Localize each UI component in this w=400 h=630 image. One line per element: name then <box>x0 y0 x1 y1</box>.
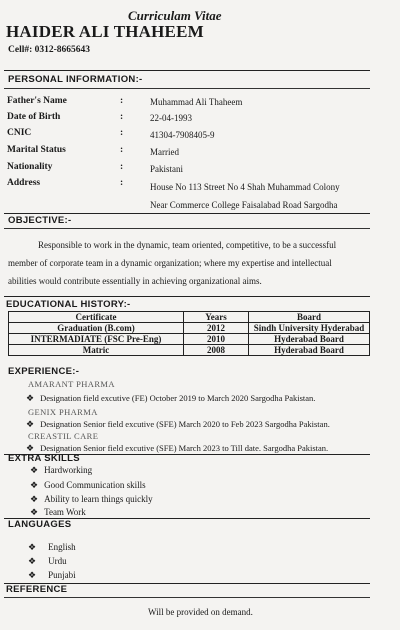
table-cell: Hyderabad Board <box>249 334 370 345</box>
divider <box>4 70 370 71</box>
section-heading-reference: REFERENCE <box>6 584 68 595</box>
value-marital-status: Married <box>150 147 179 157</box>
table-row <box>9 334 370 345</box>
skill-item: ❖ Good Communication skills <box>30 480 146 490</box>
colon: : <box>120 96 124 106</box>
diamond-bullet-icon: ❖ <box>28 556 37 566</box>
value-address-line2: Near Commerce College Faisalabad Road Sargodha <box>150 200 338 210</box>
company-name: CREASTIL CARE <box>28 431 99 441</box>
divider <box>4 88 370 89</box>
candidate-name: HAIDER ALI THAHEEM <box>6 22 204 41</box>
label-date-of-birth: Date of Birth <box>7 112 61 122</box>
colon: : <box>120 112 124 122</box>
diamond-bullet-icon: ❖ <box>28 570 37 580</box>
diamond-bullet-icon: ❖ <box>28 542 37 552</box>
table-cell: Matric <box>9 345 184 356</box>
reference-text: Will be provided on demand. <box>148 607 253 617</box>
column-header: Years <box>184 312 249 323</box>
label-fathers-name: Father's Name <box>7 96 67 106</box>
colon: : <box>120 162 124 172</box>
table-cell: Hyderabad Board <box>249 345 370 356</box>
education-table <box>8 311 370 356</box>
section-heading-education: EDUCATIONAL HISTORY:- <box>6 299 131 310</box>
company-name: GENIX PHARMA <box>28 407 98 417</box>
diamond-bullet-icon: ❖ <box>26 443 35 453</box>
diamond-bullet-icon: ❖ <box>30 465 39 475</box>
diamond-bullet-icon: ❖ <box>30 480 39 490</box>
value-cnic: 41304-7908405-9 <box>150 130 215 140</box>
section-heading-languages: LANGUAGES <box>8 519 72 530</box>
colon: : <box>120 145 124 155</box>
skill-item: ❖ Team Work <box>30 507 86 517</box>
cell-number: Cell#: 0312-8665643 <box>8 45 91 55</box>
objective-line: Responsible to work in the dynamic, team oriented, competitive, to be a successful <box>38 240 337 250</box>
divider <box>4 213 370 214</box>
diamond-bullet-icon: ❖ <box>30 507 39 517</box>
value-date-of-birth: 22-04-1993 <box>150 113 192 123</box>
language-item: ❖ English <box>28 542 76 552</box>
section-heading-objective: OBJECTIVE:- <box>8 215 72 226</box>
diamond-bullet-icon: ❖ <box>26 419 35 429</box>
value-address-line1: House No 113 Street No 4 Shah Muhammad Colony <box>150 182 340 192</box>
table-cell: 2008 <box>184 345 249 356</box>
table-header-row <box>9 312 370 323</box>
table-cell: 2012 <box>184 323 249 334</box>
company-name: AMARANT PHARMA <box>28 379 115 389</box>
table-row <box>9 323 370 334</box>
label-nationality: Nationality <box>7 162 53 172</box>
section-heading-personal: PERSONAL INFORMATION:- <box>8 74 143 85</box>
divider <box>4 296 370 297</box>
value-fathers-name: Muhammad Ali Thaheem <box>150 97 243 107</box>
label-address: Address <box>7 178 41 188</box>
divider <box>4 597 370 598</box>
diamond-bullet-icon: ❖ <box>26 393 35 403</box>
experience-detail: Designation field excutive (FE) October 2019 to March 2020 Sargodha Pakistan. <box>40 393 316 403</box>
label-cnic: CNIC <box>7 128 32 138</box>
table-cell: Sindh University Hyderabad <box>249 323 370 334</box>
skill-item: ❖ Hardworking <box>30 465 93 475</box>
value-nationality: Pakistani <box>150 164 183 174</box>
label-marital-status: Marital Status <box>7 145 66 155</box>
language-item: ❖ Punjabi <box>28 570 76 580</box>
colon: : <box>120 178 124 188</box>
language-item: ❖ Urdu <box>28 556 67 566</box>
experience-detail: Designation Senior field excutive (SFE) March 2023 to Till date. Sargodha Pakistan. <box>40 443 329 453</box>
divider <box>4 228 370 229</box>
section-heading-skills: EXTRA SKILLS <box>8 453 80 464</box>
table-cell: INTERMADIATE (FSC Pre-Eng) <box>9 334 184 345</box>
table-cell: Graduation (B.com) <box>9 323 184 334</box>
experience-item <box>26 393 315 404</box>
skill-item: ❖ Ability to learn things quickly <box>30 494 153 504</box>
experience-detail: Designation Senior field excutive (SFE) March 2020 to Feb 2023 Sargodha Pakistan. <box>40 419 330 429</box>
experience-item <box>26 419 330 430</box>
column-header: Board <box>249 312 370 323</box>
table-cell: 2010 <box>184 334 249 345</box>
column-header: Certificate <box>9 312 184 323</box>
colon: : <box>120 128 124 138</box>
section-heading-experience: EXPERIENCE:- <box>8 366 80 377</box>
objective-line: abilities would contribute essentially in achieving organizational aims. <box>8 276 262 286</box>
diamond-bullet-icon: ❖ <box>30 494 39 504</box>
objective-line: member of corporate team in a dynamic organization; where my expertise and intellectual <box>8 258 332 268</box>
table-row <box>9 345 370 356</box>
cv-title: Curriculam Vitae <box>128 8 222 23</box>
